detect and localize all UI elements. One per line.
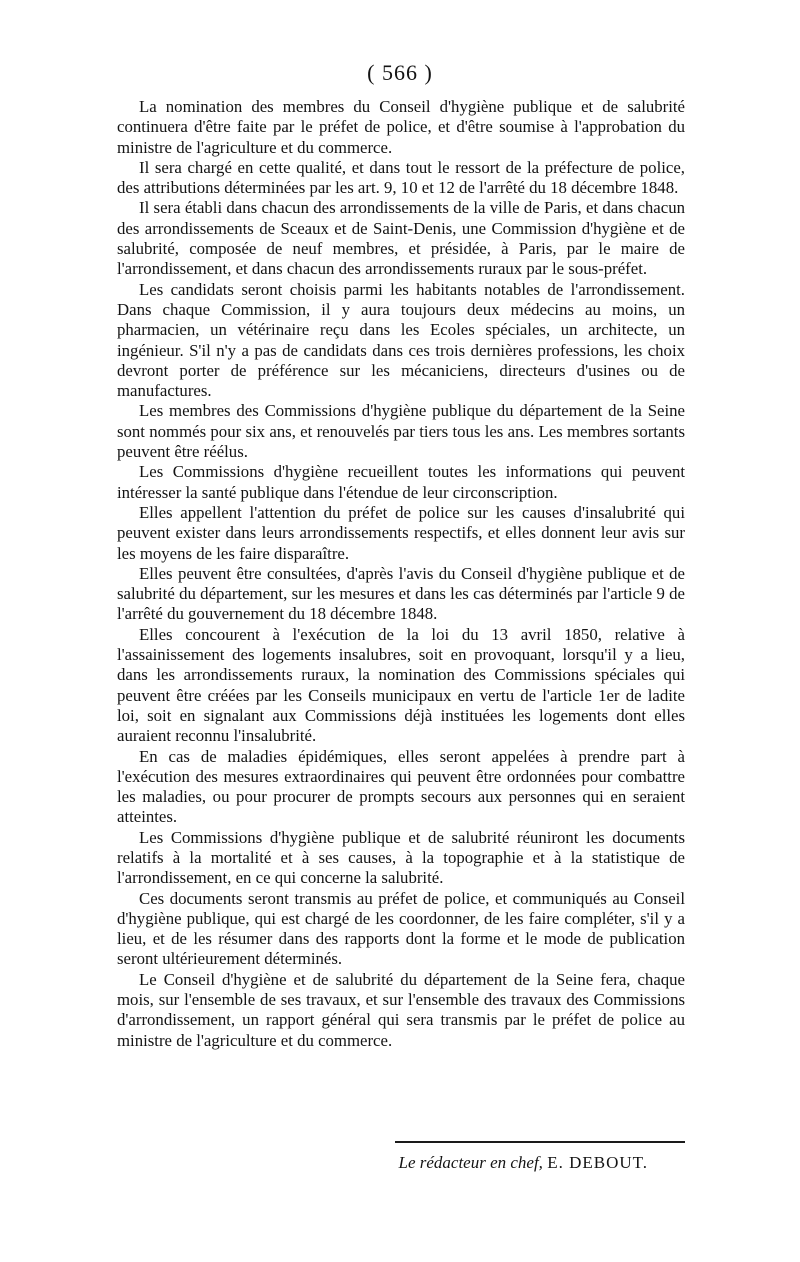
signature [398, 1153, 648, 1173]
paragraph: La nomination des membres du Conseil d'hygiène publique et de salubrité continuera d'être faite par le préfet de police, et d'être soumise à l'approbation du ministre de l'agriculture et du commerce. [117, 97, 685, 157]
paragraph: Ces documents seront transmis au préfet de police, et communiqués au Conseil d'hygiène publique, qui est chargé de les coordonner, de les faire compléter, s'il y a lieu, et de les résumer dans des rapports dont la forme et le mode de publication seront ultérieurement déterminés. [117, 888, 685, 969]
paragraph: Il sera établi dans chacun des arrondissements de la ville de Paris, et dans chacun des arrondissements de Sceaux et de Saint-Denis, une Commission d'hygiène et de salubrité, composée de neuf membres, et présidée, à Paris, par le maire de l'arrondissement, et dans chacun des arrondissements ruraux par le sous-préfet. [117, 198, 685, 279]
closing-rule [395, 1141, 685, 1143]
paragraph: En cas de maladies épidémiques, elles seront appelées à prendre part à l'exécution des mesures extraordinaires qui peuvent être ordonnées pour combattre les maladies, ou pour procurer de prompts secours aux personnes qui en seraient atteintes. [117, 746, 685, 827]
paragraph: Les membres des Commissions d'hygiène publique du département de la Seine sont nommés pour six ans, et renouvelés par tiers tous les ans. Les membres sortants peuvent être réélus. [117, 401, 685, 462]
paragraph: Il sera chargé en cette qualité, et dans tout le ressort de la préfecture de police, des attributions déterminées par les art. 9, 10 et 12 de l'arrêté du 18 décembre 1848. [117, 157, 685, 198]
paragraph: Les Commissions d'hygiène publique et de salubrité réuniront les documents relatifs à la mortalité et à ses causes, à la topographie et à la statistique de l'arrondissement, en ce qui concerne la salubrité. [117, 827, 685, 888]
page-number: ( 566 ) [367, 60, 433, 85]
paragraph: Les candidats seront choisis parmi les habitants notables de l'arrondissement. Dans chaque Commission, il y aura toujours deux médecins au moins, un pharmacien, un vétérinaire reçu dans les Ecoles spéciales, un architecte, un ingénieur. S'il n'y a pas de candidats dans ces trois dernières professions, les choix devront porter de préférence sur les mécaniciens, directeurs d'usines ou de manufactures. [117, 279, 685, 401]
signature-role: Le rédacteur en chef, [398, 1153, 548, 1172]
paragraph: Les Commissions d'hygiène recueillent toutes les informations qui peuvent intéresser la santé publique dans l'étendue de leur circonscription. [117, 462, 685, 502]
paragraph: Le Conseil d'hygiène et de salubrité du département de la Seine fera, chaque mois, sur l'ensemble de ses travaux, et sur l'ensemble des travaux des Commissions d'arrondissement, un rapport général qui sera transmis par le préfet de police au ministre de l'agriculture et du commerce. [117, 969, 685, 1050]
paragraph: Elles concourent à l'exécution de la loi du 13 avril 1850, relative à l'assainissement des logements insalubres, soit en provoquant, lorsqu'il y a lieu, dans les arrondissements ruraux, la nomination des Commissions spéciales qui peuvent être créées par les Conseils municipaux en vertu de l'article 1er de ladite loi, soit en signalant aux Commissions déjà instituées les logements dont elles auraient reconnu l'insalubrité. [117, 624, 685, 746]
signature-name: E. DEBOUT. [547, 1153, 648, 1172]
paragraph: Elles appellent l'attention du préfet de police sur les causes d'insalubrité qui peuvent exister dans leurs arrondissements respectifs, et elles donnent leur avis sur les moyens de les faire disparaître. [117, 502, 685, 563]
body-text [117, 97, 685, 1051]
paragraph: Elles peuvent être consultées, d'après l'avis du Conseil d'hygiène publique et de salubrité du département, sur les mesures et dans les cas déterminés par l'article 9 de l'arrêté du gouvernement du 18 décembre 1848. [117, 563, 685, 624]
